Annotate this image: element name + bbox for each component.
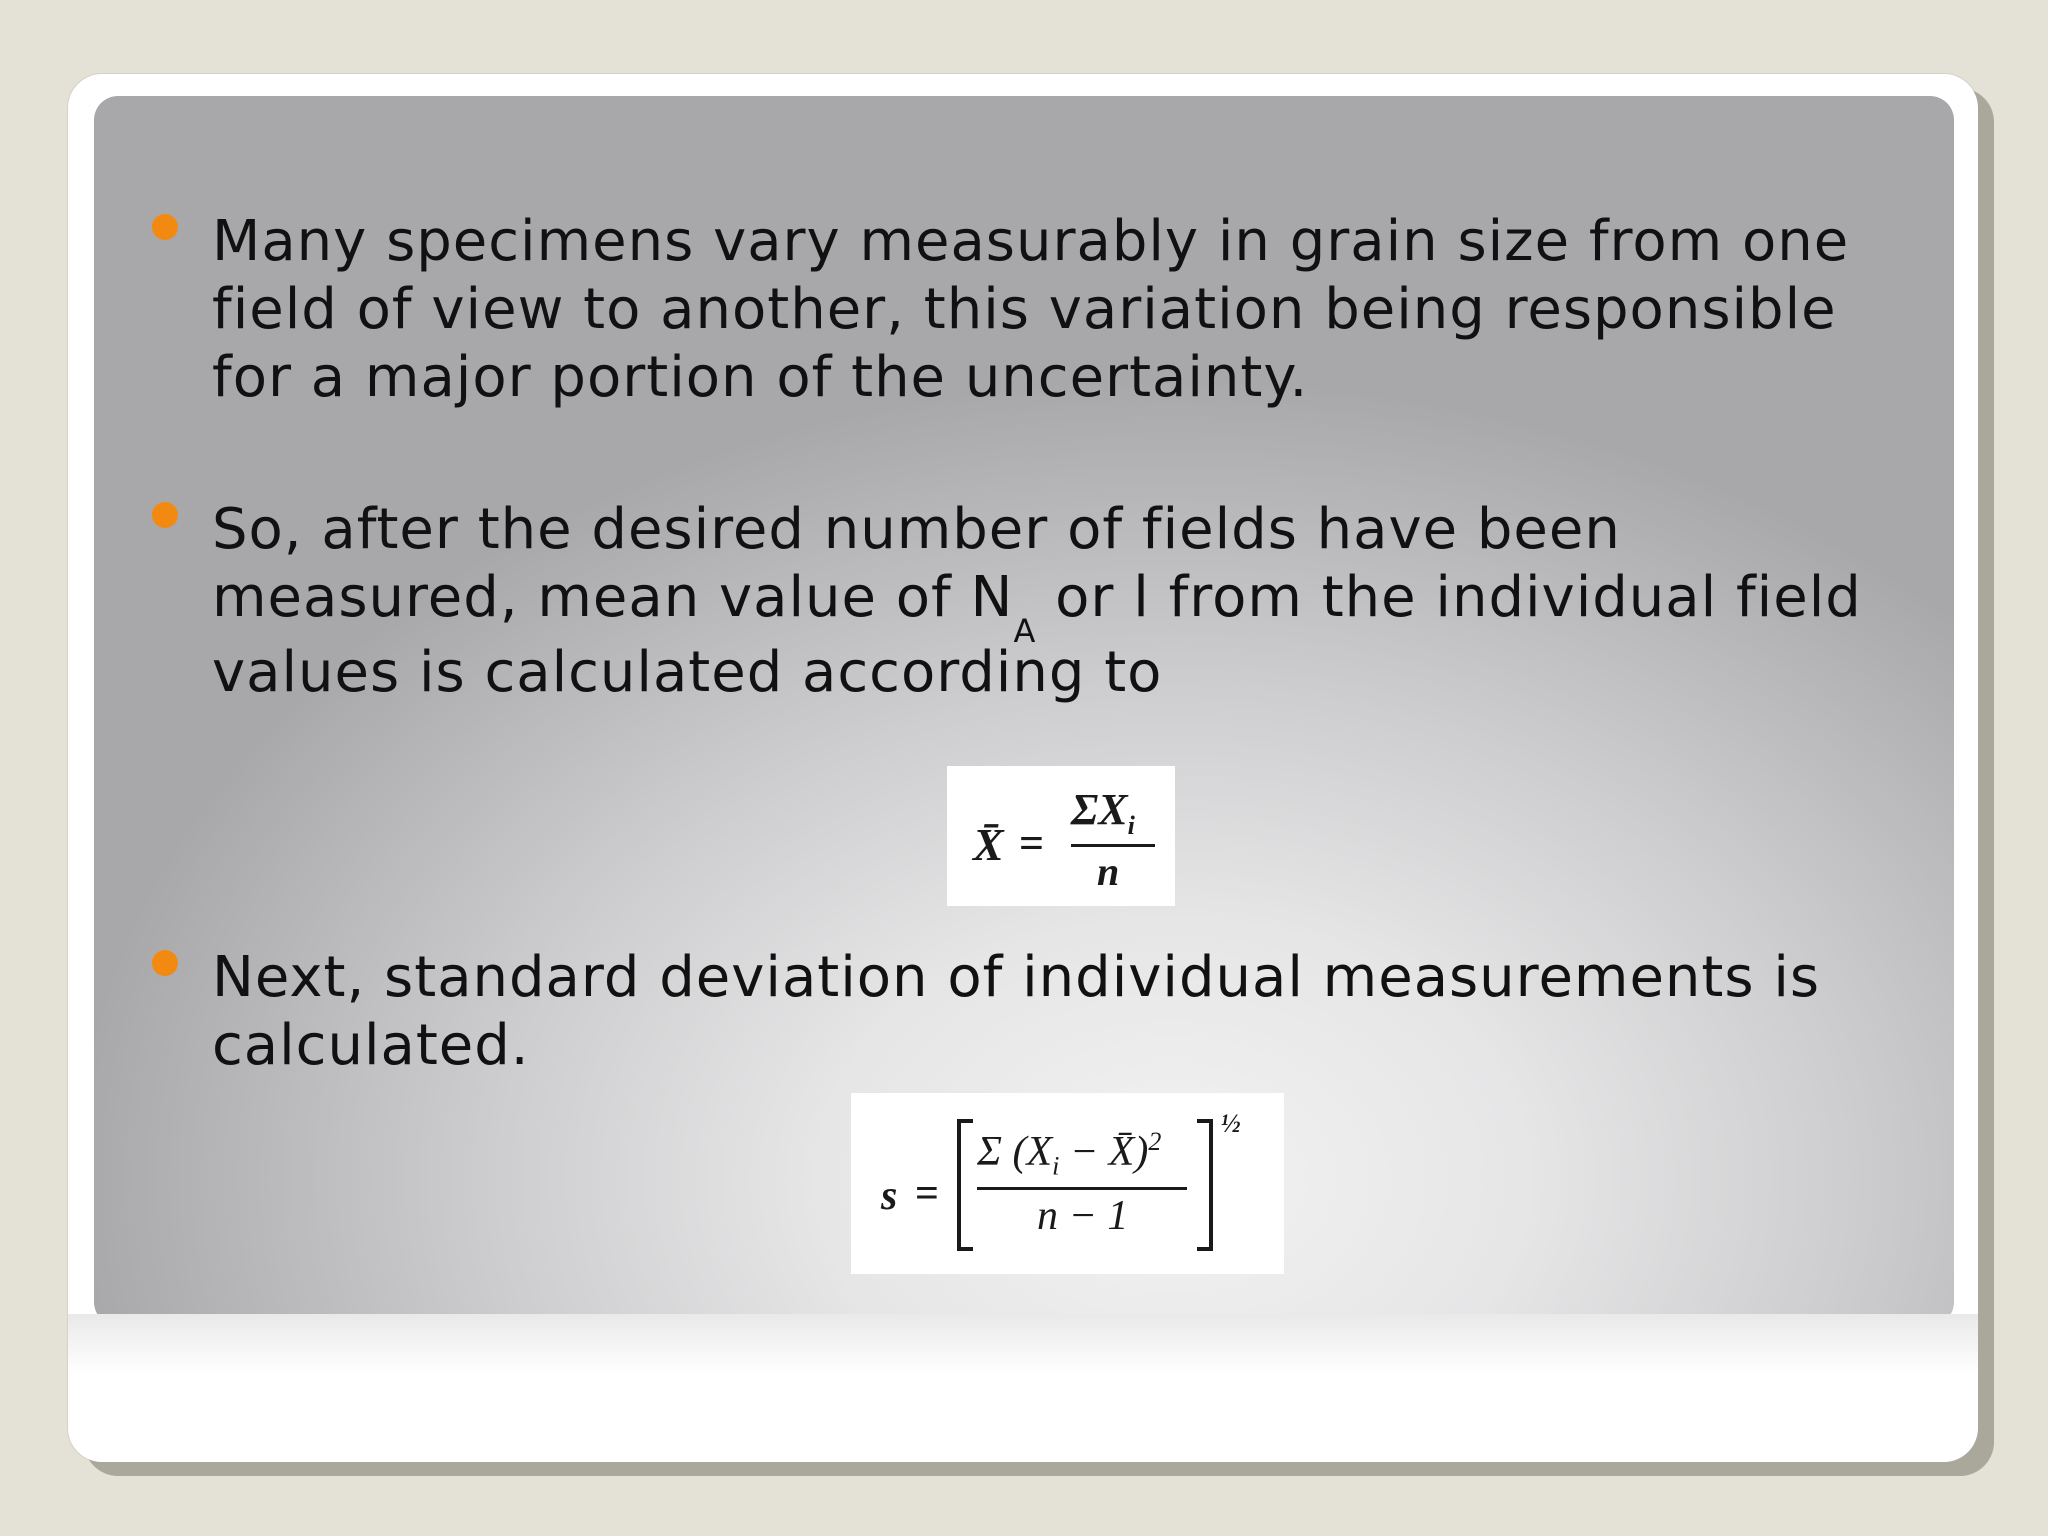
slide-frame — [68, 74, 1978, 1462]
bullet-item-2 — [212, 496, 1912, 707]
bullet-item-3 — [212, 944, 1912, 1080]
mean-formula-lhs: X̄ — [973, 819, 1004, 870]
bullet-text-2-before: So, after the desired number of fields have been measured, mean value of N — [212, 497, 1621, 630]
mean-formula-equals: = — [1019, 819, 1045, 868]
bullet-dot-icon — [152, 502, 178, 528]
bullet-text-3: Next, standard deviation of individual measurements is calculated. — [212, 945, 1821, 1078]
std-dev-formula — [851, 1093, 1284, 1274]
mean-formula — [947, 766, 1175, 906]
mean-fraction-line — [1071, 844, 1155, 847]
bullet-text-1: Many specimens vary measurably in grain size from one field of view to another, this variation being responsible for a major portion of the uncertainty. — [212, 209, 1850, 410]
std-dev-fraction-line — [977, 1187, 1187, 1190]
bullet-text-2 — [212, 496, 1912, 707]
std-dev-formula-exponent: ½ — [1221, 1109, 1241, 1138]
bullet-item-1 — [212, 208, 1912, 412]
slide-footer-band — [68, 1314, 1978, 1374]
std-dev-formula-lhs: s — [881, 1173, 898, 1219]
right-bracket-icon — [1197, 1119, 1213, 1251]
left-bracket-icon — [957, 1119, 973, 1251]
std-dev-formula-denominator: n − 1 — [1037, 1193, 1129, 1239]
std-dev-formula-equals: = — [915, 1171, 939, 1217]
subscript-a: A — [1013, 612, 1037, 650]
mean-formula-numerator: $\Sigma X_i$ — [1071, 785, 1135, 840]
bullet-dot-icon — [152, 214, 178, 240]
bullet-text-2-after: or l from the individual field values is calculated according to — [212, 565, 1862, 705]
bullet-dot-icon — [152, 950, 178, 976]
content-panel — [94, 96, 1954, 1326]
std-dev-formula-numerator: Σ ($X_i$ − X̄)$^2$ — [977, 1127, 1162, 1181]
mean-formula-denominator: n — [1097, 849, 1120, 894]
